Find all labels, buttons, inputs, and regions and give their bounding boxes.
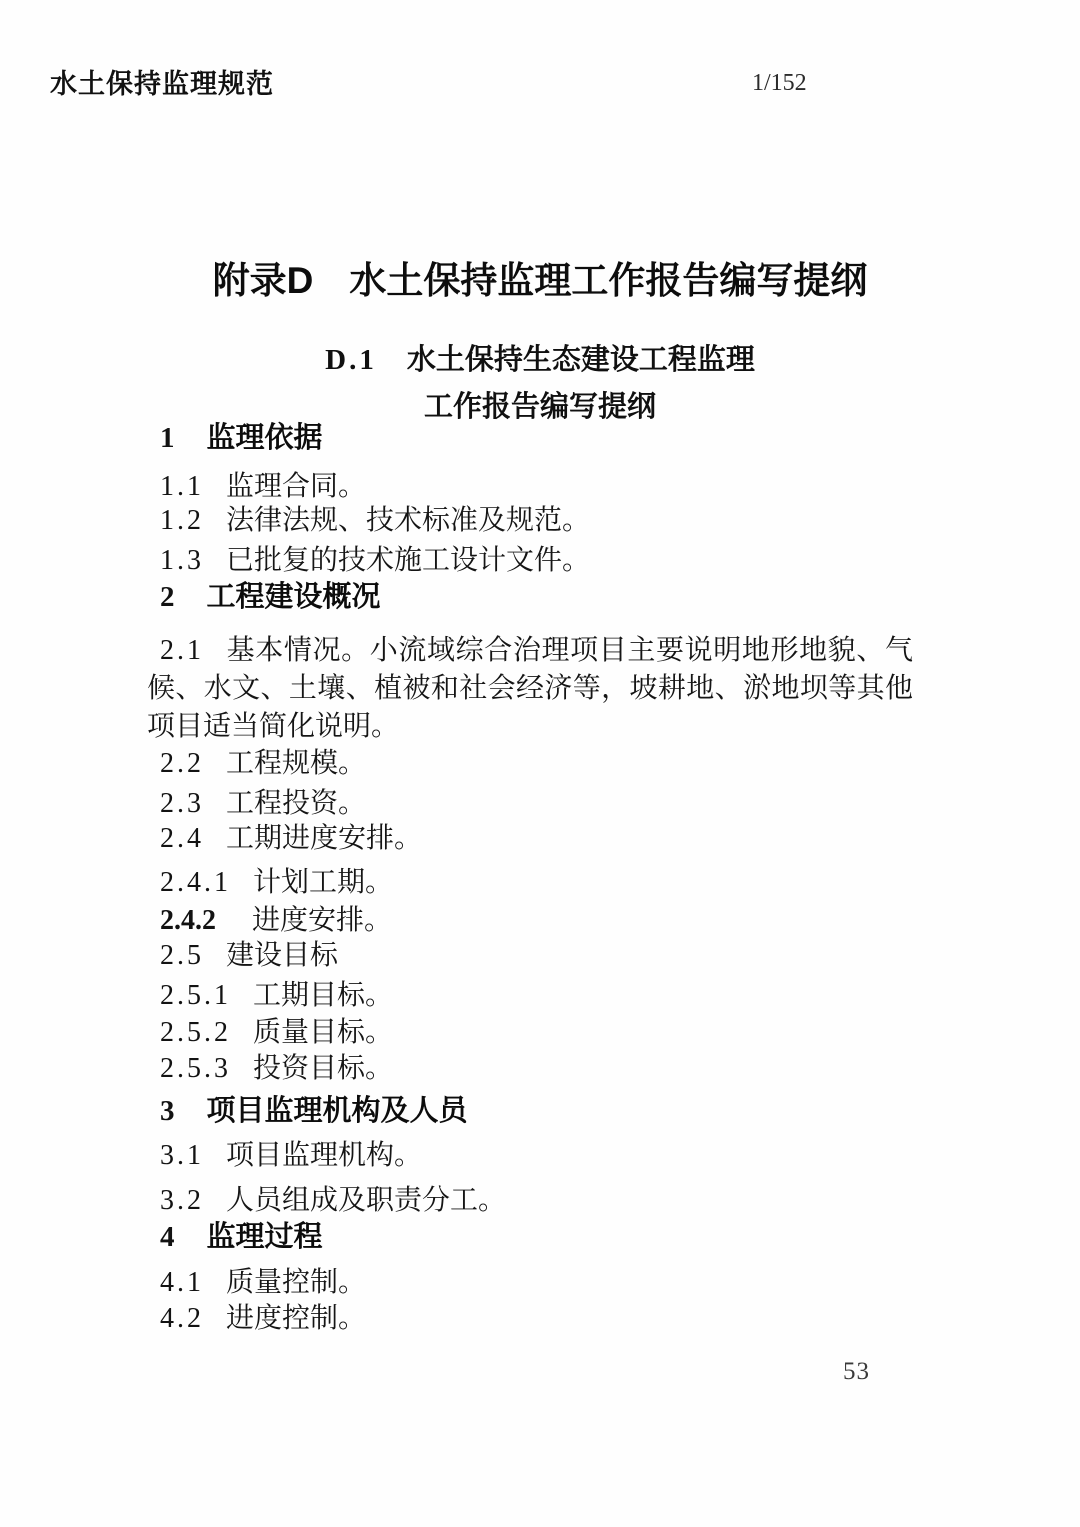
outline-item [147,1017,913,1048]
section-heading [147,1222,913,1253]
appendix-title [0,250,1080,304]
outline-item [147,505,913,536]
item-number: 3.1 [160,1140,204,1171]
item-text: 工程规模。 [226,748,367,779]
item-number: 2.5.3 [160,1053,231,1084]
item-text: 计划工期。 [253,867,394,898]
item-text: 工期进度安排。 [226,823,423,854]
item-text: 进度控制。 [226,1303,367,1334]
outline-item [147,1140,913,1171]
item-text: 质量目标。 [253,1017,394,1048]
section-heading [147,423,913,454]
outline-item [147,788,913,819]
heading-number: 1 [160,422,175,454]
item-number: 2.4 [160,823,204,854]
subtitle-text-line2: 工作报告编写提纲 [423,391,656,423]
item-text: 工期目标。 [253,980,394,1011]
outline-paragraph [147,632,913,746]
header-doc-title: 水土保持监理规范 [50,69,274,99]
item-number: 4.1 [160,1267,204,1298]
item-text: 人员组成及职责分工。 [226,1185,507,1216]
section-subtitle-line2 [0,384,1080,425]
item-text: 项目监理机构。 [226,1140,423,1171]
appendix-title-prefix: 附录D [212,260,314,301]
heading-text: 监理依据 [206,422,323,454]
item-number: 3.2 [160,1185,204,1216]
outline-item [147,471,913,502]
heading-number: 3 [160,1095,175,1127]
item-number: 2.4.1 [160,867,231,898]
item-number: 2.5 [160,940,204,971]
subtitle-text-line1: 水土保持生态建设工程监理 [406,344,755,376]
heading-text: 监理过程 [206,1221,323,1253]
item-number: 1.2 [160,505,204,536]
outline-item [147,1303,913,1334]
item-number: 2.4.2 [160,905,216,936]
item-number: 1.1 [160,471,204,502]
header-page-indicator: 1/152 [752,70,807,96]
heading-number: 4 [160,1221,175,1253]
item-number: 2.5.1 [160,980,231,1011]
item-number: 2.5.2 [160,1017,231,1048]
outline-item [147,867,913,898]
heading-text: 工程建设概况 [206,581,381,613]
outline-item [147,748,913,779]
item-text: 工程投资。 [226,788,367,819]
item-number: 2.3 [160,788,204,819]
section-heading [147,1096,913,1127]
outline-item [147,905,913,936]
section-heading [147,582,913,613]
item-text: 进度安排。 [252,905,393,936]
item-text: 已批复的技术施工设计文件。 [226,545,591,576]
item-number: 4.2 [160,1303,204,1334]
footer-page-number: 53 [843,1358,870,1385]
item-text: 基本情况。小流域综合治理项目主要说明地形地貌、气候、水文、土壤、植被和社会经济等，坡耕地、淤地坝等其他项目适当简化说明。 [147,635,913,742]
outline-item [147,823,913,854]
outline-item [147,940,913,971]
heading-text: 项目监理机构及人员 [206,1095,468,1127]
item-number: 2.1 [160,635,204,666]
page-header [0,62,1080,102]
outline-item [147,1053,913,1084]
item-text: 建设目标 [226,940,339,971]
item-text: 质量控制。 [226,1267,367,1298]
item-text: 监理合同。 [226,471,367,502]
section-subtitle-line1 [0,337,1080,378]
outline-item [147,980,913,1011]
item-text: 投资目标。 [253,1053,394,1084]
item-text: 法律法规、技术标准及规范。 [226,505,591,536]
outline-item [147,545,913,576]
heading-number: 2 [160,581,175,613]
outline-item [147,1267,913,1298]
outline-item [147,1185,913,1216]
item-number: 2.2 [160,748,204,779]
item-number: 1.3 [160,545,204,576]
subtitle-number: D.1 [325,344,377,376]
appendix-title-text: 水土保持监理工作报告编写提纲 [349,260,868,301]
